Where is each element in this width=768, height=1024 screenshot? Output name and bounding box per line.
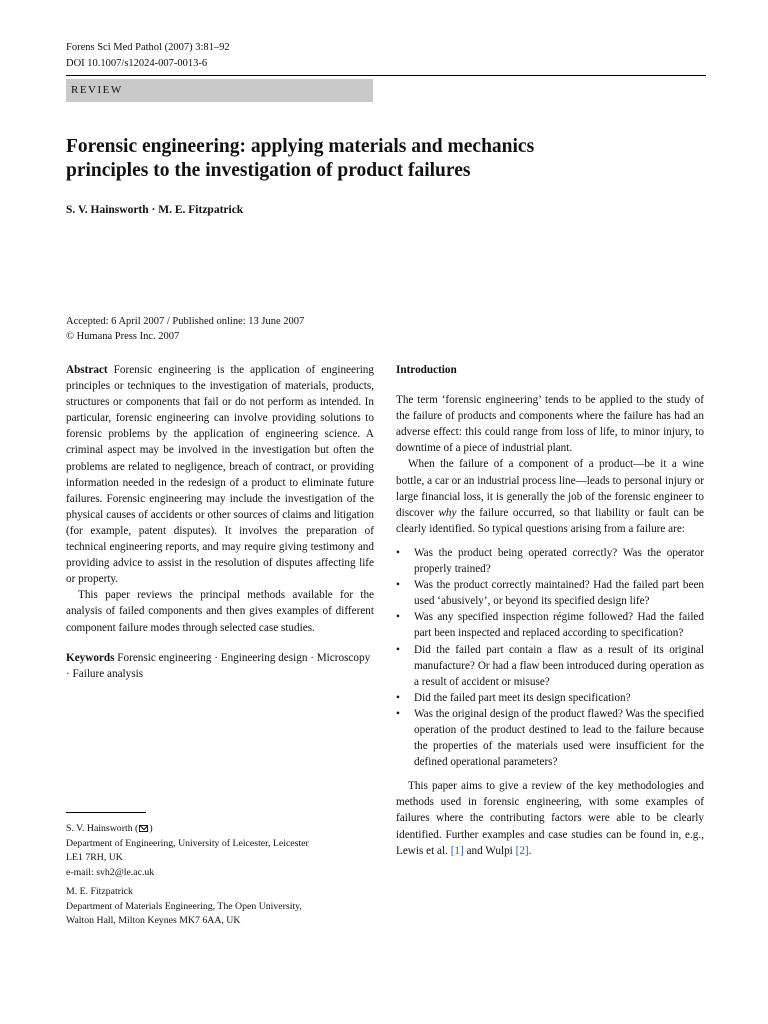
intro-para-3-a: This paper aims to give a review of the key methodologies and methods used in forensic engineering, with some examples of failures where the contributing factors were able to be clearly identified. Further examples and case studies can be found in, e.g., Lewis et al. xyxy=(396,780,704,857)
affiliation-1-name xyxy=(66,822,366,837)
abstract-para-2: This paper reviews the principal methods available for the analysis of failed components and then gives examples of different component failure modes through selected case studies. xyxy=(66,589,374,634)
affiliation-1-city: LE1 7RH, UK xyxy=(66,852,123,863)
question-text: Did the failed part contain a flaw as a result of its original manufacture? Or had a flaw been introduced during operation as a result of accident or misuse? xyxy=(414,643,704,688)
abstract xyxy=(66,362,374,587)
question-text: Did the failed part meet its design specification? xyxy=(414,691,631,704)
affiliation-2-dept: Department of Materials Engineering, The Open University, xyxy=(66,900,302,912)
list-item xyxy=(396,642,704,690)
keywords xyxy=(66,650,374,682)
authors: S. V. Hainsworth · M. E. Fitzpatrick xyxy=(66,204,244,216)
bullet: • xyxy=(396,691,400,704)
right-column xyxy=(396,362,704,859)
journal-doi[interactable]: DOI 10.1007/s12024-007-0013-6 xyxy=(66,58,208,69)
list-item xyxy=(396,609,704,641)
affiliation-1 xyxy=(66,822,366,880)
question-text: Was any specified inspection régime followed? Had the failed part been inspected and replaced according to specification? xyxy=(414,611,704,640)
title-line-1: Forensic engineering: applying materials and mechanics xyxy=(66,136,535,157)
list-item xyxy=(396,706,704,770)
affiliation-1-dept: Department of Engineering, University of Leicester, Leicester xyxy=(66,837,309,849)
left-column xyxy=(66,362,374,682)
journal-header xyxy=(66,40,230,72)
introduction-heading: Introduction xyxy=(396,364,457,376)
affiliation-1-email[interactable]: e-mail: svh2@le.ac.uk xyxy=(66,866,155,878)
intro-para-2 xyxy=(396,456,704,536)
bullet: • xyxy=(396,546,400,559)
paren-close: ) xyxy=(149,823,153,834)
envelope-icon[interactable] xyxy=(139,825,148,832)
intro-para-2-emphasis: why xyxy=(438,506,457,519)
bullet: • xyxy=(396,643,400,656)
affiliation-2 xyxy=(66,885,366,929)
list-item xyxy=(396,690,704,706)
affiliation-2-city: Walton Hall, Milton Keynes MK7 6AA, UK xyxy=(66,915,241,926)
header-rule xyxy=(66,75,706,76)
intro-para-3 xyxy=(396,778,704,858)
question-text: Was the original design of the product flawed? Was the specified operation of the product destined to lead to the failure because the properties of the materials used were insufficient for the defined operational parameters? xyxy=(414,707,705,769)
intro-para-2-b: the failure occurred, so that liability or fault can be clearly identified. So typical questions arising from a failure are: xyxy=(396,506,704,535)
copyright: © Humana Press Inc. 2007 xyxy=(66,331,180,342)
list-item xyxy=(396,545,704,577)
question-text: Was the product being operated correctly? Was the operator properly trained? xyxy=(414,546,704,576)
title-line-2: principles to the investigation of product failures xyxy=(66,160,471,181)
intro-para-3-mid: and Wulpi xyxy=(463,844,516,857)
citation-link-1[interactable]: [1] xyxy=(450,844,464,857)
question-text: Was the product correctly maintained? Had the failed part been used ‘abusively’, or beyond its specified design life? xyxy=(414,579,704,608)
question-list xyxy=(396,545,704,770)
author-1-name: S. V. Hainsworth ( xyxy=(66,823,139,834)
bullet: • xyxy=(396,611,400,624)
list-item xyxy=(396,577,704,609)
keywords-label: Keywords xyxy=(66,651,115,664)
author-2-name: M. E. Fitzpatrick xyxy=(66,886,133,897)
affiliation-rule xyxy=(66,812,146,813)
intro-para-2-a: When the failure of a component of a product—be it a wine bottle, a car or an industrial process line—leads to personal injury or large financial loss, it is generally the job of the forensic engineer to discover xyxy=(396,458,704,519)
abstract-text: Forensic engineering is the application of engineering principles or techniques to the investigation of materials, products, structures or components that fail or do not perform as intended. In particular, forensic engineering can involve providing solutions to forensic problems by the application of engineering science. A criminal aspect may be involved in the investigation but often the problems are related to negligence, breach of contract, or providing information needed in the redesign of a product to eliminate future failures. Forensic engineering may include the investigation of the physical causes of accidents or other sources of claims and litigation (for example, patent disputes). It involves the preparation of technical engineering reports, and may require giving testimony and providing advice to assist in the resolution of disputes affecting life or property. xyxy=(66,364,374,586)
section-label: REVIEW xyxy=(66,79,373,102)
bullet: • xyxy=(396,579,400,592)
keywords-text: Forensic engineering · Engineering design · Microscopy · Failure analysis xyxy=(66,651,371,680)
abstract-label: Abstract xyxy=(66,364,108,376)
intro-para-1: The term ‘forensic engineering’ tends to be applied to the study of the failure of products and components where the failure has had an adverse effect: this could range from loss of life, to minor injury, to downtime of a piece of industrial plant. xyxy=(396,394,704,455)
paper-title xyxy=(66,135,686,183)
publication-dates xyxy=(66,314,304,344)
citation-link-2[interactable]: [2] xyxy=(515,844,529,857)
journal-citation: Forens Sci Med Pathol (2007) 3:81–92 xyxy=(66,42,230,53)
bullet: • xyxy=(396,707,400,720)
intro-para-3-end: . xyxy=(528,844,532,857)
dates: Accepted: 6 April 2007 / Published online: 13 June 2007 xyxy=(66,316,305,327)
